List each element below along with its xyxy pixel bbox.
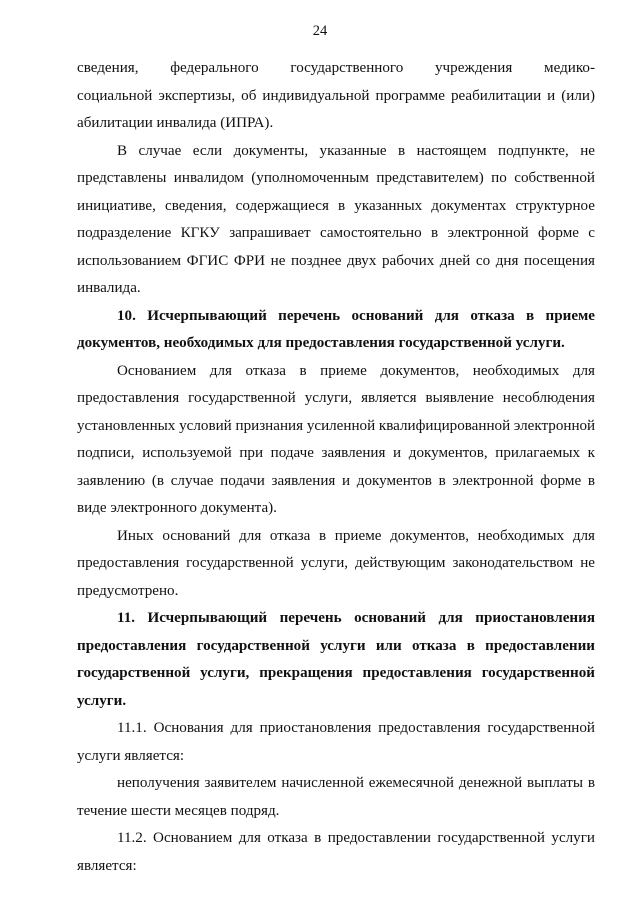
heading-line: документов, необходимых для предоставления государственной услуги. <box>77 335 565 351</box>
text-line: сведения, федерального государственного учреждения медико- <box>77 60 595 76</box>
page-number: 24 <box>312 23 328 39</box>
heading-line: 11. Исчерпывающий перечень оснований для приостановления <box>117 610 595 626</box>
paragraph <box>77 715 595 770</box>
section-heading-10 <box>77 303 595 358</box>
text-line: предусмотрено. <box>77 582 179 599</box>
paragraph <box>77 825 595 880</box>
text-line: заявлению (в случае подачи заявления и документов в электронной форме в <box>77 472 595 489</box>
heading-line: услуги. <box>77 692 127 709</box>
paragraph-continuation <box>77 55 595 138</box>
text-line: виде электронного документа). <box>77 500 277 516</box>
text-line: предоставления государственной услуги, действующим законодательством не <box>77 555 595 571</box>
section-heading-11 <box>77 605 595 715</box>
text-line: услуги является: <box>77 747 185 764</box>
text-line: инициативе, сведения, содержащиеся в указанных документах структурное <box>77 197 595 214</box>
text-line: 11.1. Основания для приостановления предоставления государственной <box>117 720 595 736</box>
text-line: подразделение КГКУ запрашивает самостоятельно в электронной форме с <box>77 225 595 241</box>
text-line: установленных условий признания усиленной квалифицированной электронной <box>77 417 596 434</box>
text-line: Основанием для отказа в приеме документов, необходимых для <box>117 362 595 379</box>
text-line: Иных оснований для отказа в приеме документов, необходимых для <box>117 527 595 544</box>
text-line: является: <box>77 857 137 874</box>
text-line: течение шести месяцев подряд. <box>77 802 280 819</box>
heading-line: государственной услуги, прекращения предоставления государственной <box>77 665 595 681</box>
text-line: В случае если документы, указанные в настоящем подпункте, не <box>117 142 595 159</box>
text-line: абилитации инвалида (ИПРА). <box>77 115 274 131</box>
paragraph <box>77 770 595 825</box>
text-line: предоставления государственной услуги, является выявление несоблюдения <box>77 390 595 406</box>
text-line: 11.2. Основанием для отказа в предоставлении государственной услуги <box>117 830 595 846</box>
text-line: неполучения заявителем начисленной ежемесячной денежной выплаты в <box>117 775 595 791</box>
document-body <box>77 55 595 880</box>
text-line: использованием ФГИС ФРИ не позднее двух рабочих дней со дня посещения <box>77 252 595 269</box>
paragraph <box>77 523 595 606</box>
paragraph <box>77 358 595 523</box>
heading-line: 10. Исчерпывающий перечень оснований для отказа в приеме <box>117 307 595 324</box>
text-line: социальной экспертизы, об индивидуальной программе реабилитации и (или) <box>77 87 595 104</box>
text-line: представлены инвалидом (уполномоченным представителем) по собственной <box>77 170 595 186</box>
text-line: инвалида. <box>77 280 141 296</box>
heading-line: предоставления государственной услуги или отказа в предоставлении <box>77 637 595 654</box>
text-line: подписи, используемой при подаче заявления и документов, прилагаемых к <box>77 445 595 461</box>
paragraph <box>77 138 595 303</box>
